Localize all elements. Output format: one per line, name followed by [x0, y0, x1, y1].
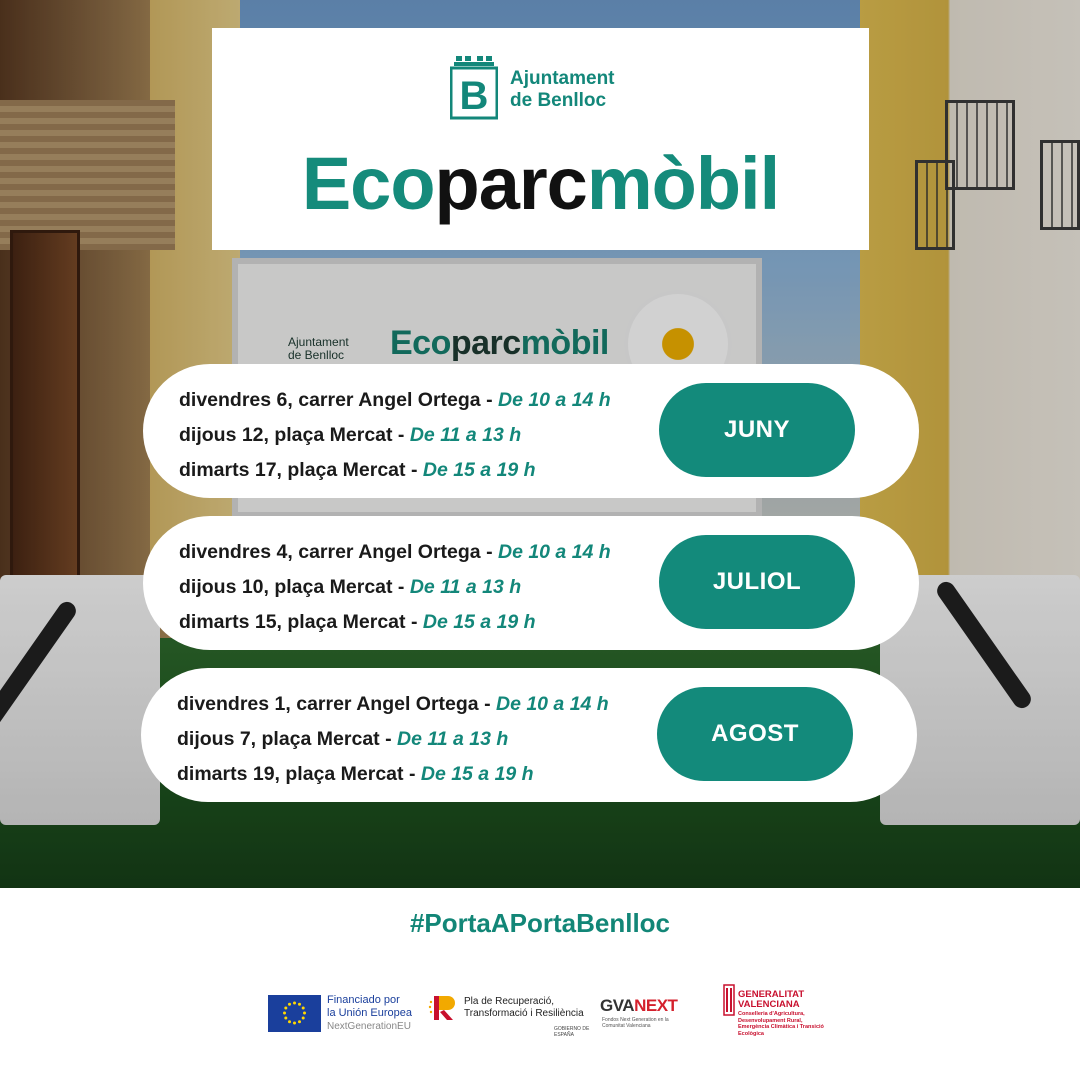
title-eco: Eco [301, 142, 435, 225]
schedule-entry [179, 605, 611, 640]
month-badge-august: AGOST [657, 687, 853, 781]
entry-time: De 15 a 19 h [422, 459, 536, 481]
gva-part: GVA [600, 996, 635, 1015]
banner-title-parc: parc [450, 324, 521, 362]
prtr-line1: Pla de Recuperació, [464, 996, 555, 1007]
schedule-entry [177, 687, 609, 722]
prtr-text [464, 996, 584, 1020]
eu-line1: Financiado por [327, 994, 400, 1006]
schedule-entry [179, 535, 611, 570]
entry-place: divendres 6, carrer Angel Ortega - [179, 389, 498, 411]
prtr-line2: Transformació i Resiliència [464, 1008, 584, 1019]
gen-line2: VALENCIANA [738, 999, 800, 1010]
prtr-logo-icon [428, 992, 460, 1024]
ajuntament-name [510, 68, 615, 112]
entry-time: De 10 a 14 h [497, 541, 611, 563]
schedule-entries [177, 687, 609, 792]
generalitat-title [738, 990, 804, 1010]
eu-line3: NextGenerationEU [327, 1021, 411, 1032]
entry-time: De 11 a 13 h [409, 424, 522, 446]
entry-place: dimarts 15, plaça Mercat - [179, 611, 423, 633]
logo-line1: Ajuntament [510, 68, 615, 89]
entry-time: De 10 a 14 h [497, 389, 611, 411]
gvanext-logo [600, 996, 677, 1016]
title-mobil: mòbil [586, 142, 780, 225]
schedule-entry [177, 757, 609, 792]
entry-place: divendres 1, carrer Angel Ortega - [177, 693, 496, 715]
banner-logo-line1: Ajuntament [288, 335, 349, 349]
schedule-card-june [143, 364, 919, 498]
eu-funding-text [327, 994, 412, 1033]
sponsor-logos [268, 980, 828, 1050]
entry-place: dijous 7, plaça Mercat - [177, 728, 397, 750]
month-badge-july: JULIOL [659, 535, 855, 629]
svg-text:B: B [459, 74, 489, 118]
schedule-entry [179, 453, 611, 488]
entry-time: De 11 a 13 h [409, 576, 522, 598]
entry-time: De 10 a 14 h [495, 693, 609, 715]
month-badge-june: JUNY [659, 383, 855, 477]
schedule-entry [179, 383, 611, 418]
gvanext-subtitle: Fondos Next Generation en la Comunitat Valenciana [602, 1017, 669, 1029]
page-title [212, 144, 869, 224]
hashtag: #PortaAPortaBenlloc [409, 908, 671, 938]
banner-logo-line2: de Benlloc [288, 348, 345, 362]
entry-time: De 11 a 13 h [396, 728, 509, 750]
generalitat-department: Conselleria d'Agricultura, Desenvolupament Rural, Emergència Climàtica i Transició Ecològica [738, 1011, 824, 1037]
generalitat-crest-icon [722, 983, 736, 1017]
entry-place: dijous 10, plaça Mercat - [179, 576, 410, 598]
gen-line1: GENERALITAT [738, 989, 805, 1000]
schedule-entries [179, 383, 611, 488]
entry-time: De 15 a 19 h [420, 763, 534, 785]
schedule-entry [177, 722, 609, 757]
benlloc-crest-icon [450, 54, 498, 120]
header-card [212, 28, 869, 250]
title-parc: parc [434, 142, 587, 225]
eu-line2: la Unión Europea [327, 1007, 413, 1019]
ajuntament-logo [450, 54, 630, 122]
entry-place: dimarts 19, plaça Mercat - [177, 763, 421, 785]
next-part: NEXT [634, 996, 678, 1015]
schedule-entry [179, 418, 611, 453]
eu-flag-icon [268, 995, 321, 1032]
entry-place: divendres 4, carrer Angel Ortega - [179, 541, 498, 563]
banner-title-eco: Eco [390, 324, 451, 362]
logo-line2: de Benlloc [510, 90, 607, 111]
schedule-card-july [143, 516, 919, 650]
gobierno-espana-text: GOBIERNO DE ESPAÑA [554, 1026, 590, 1038]
entry-place: dijous 12, plaça Mercat - [179, 424, 410, 446]
banner-title-mobil: mòbil [520, 324, 609, 362]
schedule-card-august [141, 668, 917, 802]
entry-place: dimarts 17, plaça Mercat - [179, 459, 423, 481]
schedule-entries [179, 535, 611, 640]
entry-time: De 15 a 19 h [422, 611, 536, 633]
schedule-entry [179, 570, 611, 605]
